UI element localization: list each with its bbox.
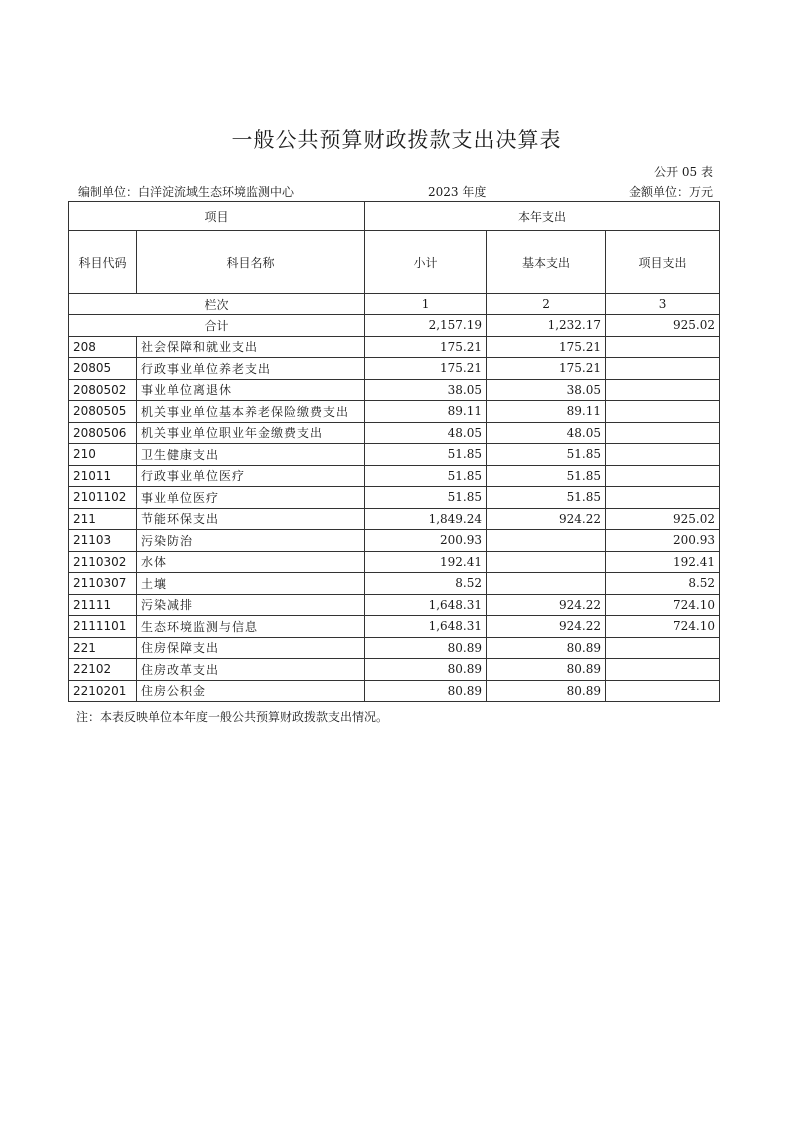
row-basic: 51.85 bbox=[487, 444, 606, 466]
index-3: 3 bbox=[606, 294, 720, 315]
row-subtotal: 175.21 bbox=[365, 358, 487, 380]
row-name: 污染减排 bbox=[137, 594, 365, 616]
row-code: 2111101 bbox=[69, 616, 137, 638]
row-code: 22102 bbox=[69, 659, 137, 681]
row-name: 土壤 bbox=[137, 573, 365, 595]
row-project bbox=[606, 444, 720, 466]
row-code: 20805 bbox=[69, 358, 137, 380]
table-row bbox=[69, 465, 720, 487]
header-current-year: 本年支出 bbox=[365, 202, 720, 231]
header-subtotal: 小计 bbox=[365, 231, 487, 294]
row-name: 污染防治 bbox=[137, 530, 365, 552]
row-project bbox=[606, 659, 720, 681]
row-code: 221 bbox=[69, 637, 137, 659]
row-basic: 80.89 bbox=[487, 680, 606, 702]
row-name: 生态环境监测与信息 bbox=[137, 616, 365, 638]
row-basic: 175.21 bbox=[487, 336, 606, 358]
table-row bbox=[69, 637, 720, 659]
row-subtotal: 1,849.24 bbox=[365, 508, 487, 530]
row-subtotal: 89.11 bbox=[365, 401, 487, 423]
table-row bbox=[69, 659, 720, 681]
row-basic bbox=[487, 530, 606, 552]
row-subtotal: 8.52 bbox=[365, 573, 487, 595]
row-code: 2101102 bbox=[69, 487, 137, 509]
row-project: 925.02 bbox=[606, 508, 720, 530]
row-subtotal: 1,648.31 bbox=[365, 616, 487, 638]
row-code: 2080506 bbox=[69, 422, 137, 444]
table-row bbox=[69, 530, 720, 552]
table-row bbox=[69, 616, 720, 638]
row-name: 机关事业单位基本养老保险缴费支出 bbox=[137, 401, 365, 423]
page-title: 一般公共预算财政拨款支出决算表 bbox=[231, 128, 562, 152]
row-subtotal: 80.89 bbox=[365, 659, 487, 681]
row-name: 节能环保支出 bbox=[137, 508, 365, 530]
row-project bbox=[606, 487, 720, 509]
row-subtotal: 80.89 bbox=[365, 637, 487, 659]
total-row bbox=[69, 315, 720, 337]
row-project bbox=[606, 422, 720, 444]
row-subtotal: 175.21 bbox=[365, 336, 487, 358]
row-subtotal: 51.85 bbox=[365, 487, 487, 509]
row-project: 192.41 bbox=[606, 551, 720, 573]
row-subtotal: 1,648.31 bbox=[365, 594, 487, 616]
header-code: 科目代码 bbox=[69, 231, 137, 294]
row-basic: 80.89 bbox=[487, 659, 606, 681]
row-project: 8.52 bbox=[606, 573, 720, 595]
row-name: 事业单位离退休 bbox=[137, 379, 365, 401]
table-row bbox=[69, 422, 720, 444]
fiscal-year: 2023 年度 bbox=[428, 185, 487, 199]
total-label: 合计 bbox=[69, 315, 365, 337]
row-basic: 48.05 bbox=[487, 422, 606, 444]
row-code: 2110307 bbox=[69, 573, 137, 595]
row-name: 行政事业单位养老支出 bbox=[137, 358, 365, 380]
header-row-index bbox=[69, 294, 720, 315]
row-subtotal: 51.85 bbox=[365, 465, 487, 487]
total-project: 925.02 bbox=[606, 315, 720, 337]
row-code: 21103 bbox=[69, 530, 137, 552]
money-unit: 金额单位：万元 bbox=[628, 185, 713, 199]
header-name: 科目名称 bbox=[137, 231, 365, 294]
row-basic: 924.22 bbox=[487, 508, 606, 530]
row-project bbox=[606, 465, 720, 487]
row-basic: 38.05 bbox=[487, 379, 606, 401]
row-project bbox=[606, 637, 720, 659]
row-code: 2080502 bbox=[69, 379, 137, 401]
header-project: 项目 bbox=[69, 202, 365, 231]
row-code: 210 bbox=[69, 444, 137, 466]
table-row bbox=[69, 680, 720, 702]
row-name: 事业单位医疗 bbox=[137, 487, 365, 509]
index-2: 2 bbox=[487, 294, 606, 315]
row-subtotal: 200.93 bbox=[365, 530, 487, 552]
row-basic: 175.21 bbox=[487, 358, 606, 380]
row-code: 21011 bbox=[69, 465, 137, 487]
row-basic: 924.22 bbox=[487, 594, 606, 616]
table-row bbox=[69, 444, 720, 466]
form-number: 公开 05 表 bbox=[654, 165, 713, 179]
expenditure-table bbox=[68, 201, 720, 702]
row-project bbox=[606, 680, 720, 702]
row-name: 水体 bbox=[137, 551, 365, 573]
header-row-top bbox=[69, 202, 720, 231]
header-basic: 基本支出 bbox=[487, 231, 606, 294]
row-basic: 89.11 bbox=[487, 401, 606, 423]
row-basic: 51.85 bbox=[487, 487, 606, 509]
row-code: 21111 bbox=[69, 594, 137, 616]
row-subtotal: 38.05 bbox=[365, 379, 487, 401]
row-basic bbox=[487, 551, 606, 573]
table-row bbox=[69, 487, 720, 509]
table-row bbox=[69, 573, 720, 595]
row-project bbox=[606, 358, 720, 380]
row-basic: 924.22 bbox=[487, 616, 606, 638]
compiling-unit: 编制单位：白洋淀流域生态环境监测中心 bbox=[78, 185, 295, 199]
header-project-exp: 项目支出 bbox=[606, 231, 720, 294]
index-1: 1 bbox=[365, 294, 487, 315]
table-row bbox=[69, 358, 720, 380]
row-code: 2110302 bbox=[69, 551, 137, 573]
row-basic: 51.85 bbox=[487, 465, 606, 487]
row-project: 200.93 bbox=[606, 530, 720, 552]
row-code: 2080505 bbox=[69, 401, 137, 423]
row-subtotal: 192.41 bbox=[365, 551, 487, 573]
row-name: 社会保障和就业支出 bbox=[137, 336, 365, 358]
table-row bbox=[69, 551, 720, 573]
row-name: 行政事业单位医疗 bbox=[137, 465, 365, 487]
row-project bbox=[606, 336, 720, 358]
row-subtotal: 51.85 bbox=[365, 444, 487, 466]
row-name: 住房改革支出 bbox=[137, 659, 365, 681]
header-row-columns bbox=[69, 231, 720, 294]
row-basic: 80.89 bbox=[487, 637, 606, 659]
table-row bbox=[69, 508, 720, 530]
row-project bbox=[606, 379, 720, 401]
footnote: 注：本表反映单位本年度一般公共预算财政拨款支出情况。 bbox=[76, 710, 389, 724]
table-row bbox=[69, 594, 720, 616]
row-project bbox=[606, 401, 720, 423]
row-subtotal: 48.05 bbox=[365, 422, 487, 444]
total-basic: 1,232.17 bbox=[487, 315, 606, 337]
row-code: 211 bbox=[69, 508, 137, 530]
row-name: 机关事业单位职业年金缴费支出 bbox=[137, 422, 365, 444]
total-subtotal: 2,157.19 bbox=[365, 315, 487, 337]
row-name: 住房保障支出 bbox=[137, 637, 365, 659]
row-project: 724.10 bbox=[606, 616, 720, 638]
row-code: 208 bbox=[69, 336, 137, 358]
table-row bbox=[69, 336, 720, 358]
table-row bbox=[69, 401, 720, 423]
row-name: 住房公积金 bbox=[137, 680, 365, 702]
row-project: 724.10 bbox=[606, 594, 720, 616]
row-subtotal: 80.89 bbox=[365, 680, 487, 702]
row-basic bbox=[487, 573, 606, 595]
table-row bbox=[69, 379, 720, 401]
row-code: 2210201 bbox=[69, 680, 137, 702]
row-name: 卫生健康支出 bbox=[137, 444, 365, 466]
index-label: 栏次 bbox=[69, 294, 365, 315]
